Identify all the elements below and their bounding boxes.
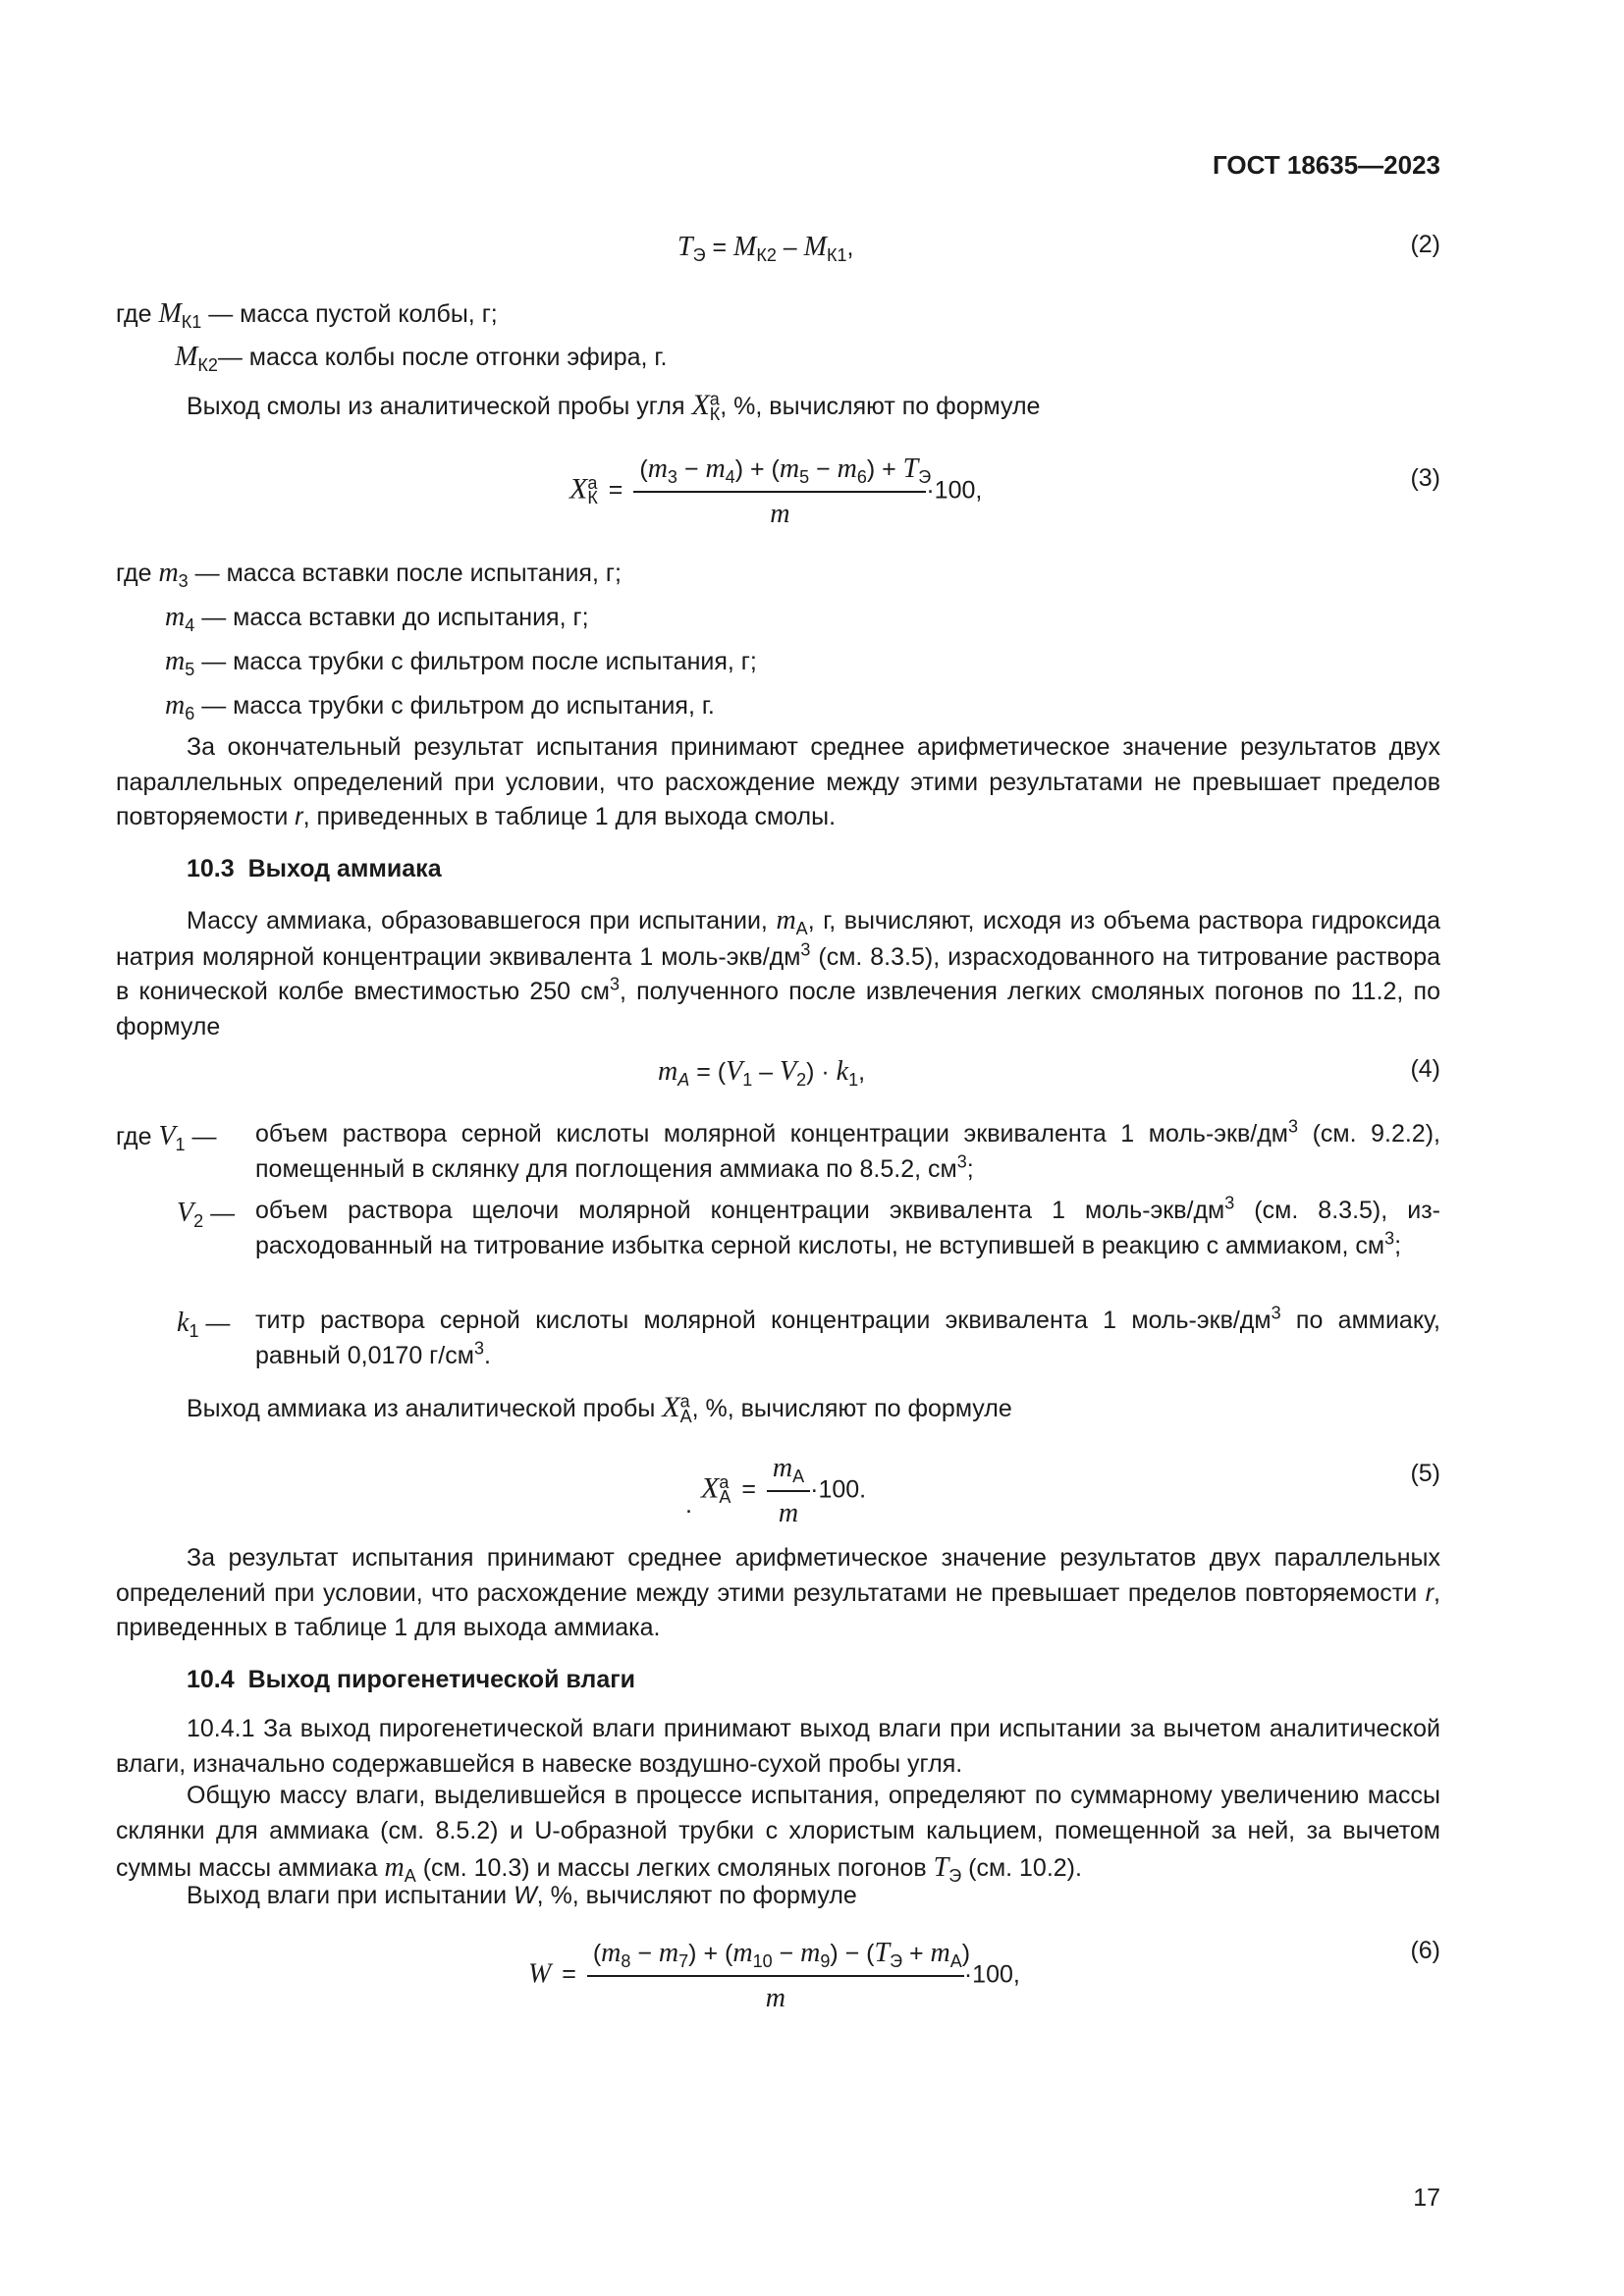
fraction: $\frac{m_A}{m}$ [767, 1449, 810, 1533]
definitions-eq2 [116, 294, 1440, 381]
fraction: $\frac{(m_8 - m_7) + (m_{10} - m_9) - (T_Э + m_A)}{m}$ [587, 1934, 964, 2018]
definition-item: $m_4$ — масса вставки до испытания, г; [165, 602, 589, 635]
definition-item: где $M_{К1}$ — масса пустой колбы, г; [116, 298, 498, 332]
fraction: $\frac{(m_3 - m_4) + (m_5 - m_6) + T_Э}{m}$ [633, 450, 926, 534]
stray-dot: . [685, 1491, 692, 1519]
definitions-eq3 [116, 554, 1440, 730]
page-number: 17 [1413, 2184, 1440, 2212]
definition-item: $m_5$ — масса трубки с фильтром после испытания, г; [165, 646, 757, 679]
paragraph-total-moisture: Общую массу влаги, выделившейся в процессе испытания, определяют по суммарному увеличению массы склянки для аммиака (см. 8.5.2) и U-образной трубки с хлористым кальцием, помещенной за ней, за вычетом суммы массы аммиака $m_A$ (см. 10.3) и массы легких смоляных погонов $T_Э$ (см. 10.2). [116, 1782, 1440, 1886]
equation-3: $X^a_К$ = $\frac{(m_3 - m_4) + (m_5 - m_6) + T_Э}{m}$ ·100, (3) [116, 450, 1440, 518]
paragraph-final-result-tar: За окончательный результат испытания принимают среднее арифметическое значение результатов двух параллельных определений при условии, что расхождение между этими результатами не превышает пределов повторяемости r, приведенных в таблице 1 для выхода смолы. [116, 733, 1440, 830]
paragraph-10-4-1: 10.4.1 За выход пирогенетической влаги принимают выход влаги при испытании за вычетом аналитической влаги, изначально содержавшейся в навеске воздушно-сухой пробы угля. [116, 1715, 1440, 1778]
equation-6: W = $\frac{(m_8 - m_7) + (m_{10} - m_9) - (T_Э + m_A)}{m}$ ·100, (6) [116, 1934, 1440, 2006]
paragraph-ammonia-yield: Выход аммиака из аналитической пробы $X^a_A$, %, вычисляют по формуле [187, 1391, 1012, 1426]
definition-item: $m_6$ — масса трубки с фильтром до испытания, г. [165, 690, 715, 723]
equation-2: $T_Э = M_{К2} - M_{К1}$, (2) [116, 228, 1440, 267]
equation-number: (4) [1410, 1055, 1440, 1083]
equation-5: $X^a_A$ = $\frac{m_A}{m}$ ·100. . (5) [116, 1449, 1440, 1518]
standard-header: ГОСТ 18635—2023 [1213, 150, 1440, 180]
definitions-eq4 [116, 1117, 1440, 1380]
equation-4: $m_A = (V_1 - V_2) \cdot k_1$, (4) [116, 1052, 1440, 1092]
equation-number: (2) [1410, 231, 1440, 258]
equation-number: (5) [1410, 1460, 1440, 1487]
paragraph-moisture-yield: Выход влаги при испытании W, %, вычисляют по формуле [187, 1882, 857, 1909]
definition-item: $k_1$ — титр раствора серной кислоты молярной концентрации эквивалента 1 моль-$экв/дм^3$ по аммиаку, равный 0,0170 $г/см^3$. [177, 1303, 1440, 1369]
section-heading-10-3: 10.3 Выход аммиака [187, 855, 442, 882]
definition-item: $V_2$ — объем раствора щелочи молярной концентрации эквивалента 1 моль-$экв/дм^3$ (см. 8.3.5), израсходованный на титрование избытка серной кислоты, не вступившей в реакцию с аммиаком, $см^3$; [177, 1193, 1440, 1259]
paragraph-final-result-ammonia: За результат испытания принимают среднее арифметическое значение результатов двух параллельных определений при условии, что расхождение между этими результатами не превышает пределов повторяемости r, приведенных в таблице 1 для выхода аммиака. [116, 1544, 1440, 1641]
definition-item: $M_{К2}—$ масса колбы после отгонки эфира, г. [175, 342, 668, 375]
equation-number: (3) [1410, 464, 1440, 492]
definition-item: где $m_3$ — масса вставки после испытания, г; [116, 558, 622, 591]
definition-item: где $V_1$ — объем раствора серной кислоты молярной концентрации эквивалента 1 моль-$экв/дм^3$ (см. 9.2.2), помещенный в склянку для поглощения аммиака по 8.5.2, $см^3$; [116, 1116, 1440, 1183]
paragraph-ammonia-mass: Массу аммиака, образовавшегося при испытании, $m_A$, г, вычисляют, исходя из объема раствора гидроксида натрия молярной концентрации эквивалента 1 моль-$экв/дм^3$ (см. 8.3.5), израсходованного на титрование раствора в конической колбе вместимостью 250 $см^3$, полученного после извлечения легких смоляных погонов по 11.2, по формуле [116, 905, 1441, 1041]
equation-number: (6) [1410, 1937, 1440, 1964]
paragraph-tar-yield: Выход смолы из аналитической пробы угля $X^a_К$, %, вычисляют по формуле [187, 389, 1041, 424]
section-heading-10-4: 10.4 Выход пирогенетической влаги [187, 1666, 635, 1693]
